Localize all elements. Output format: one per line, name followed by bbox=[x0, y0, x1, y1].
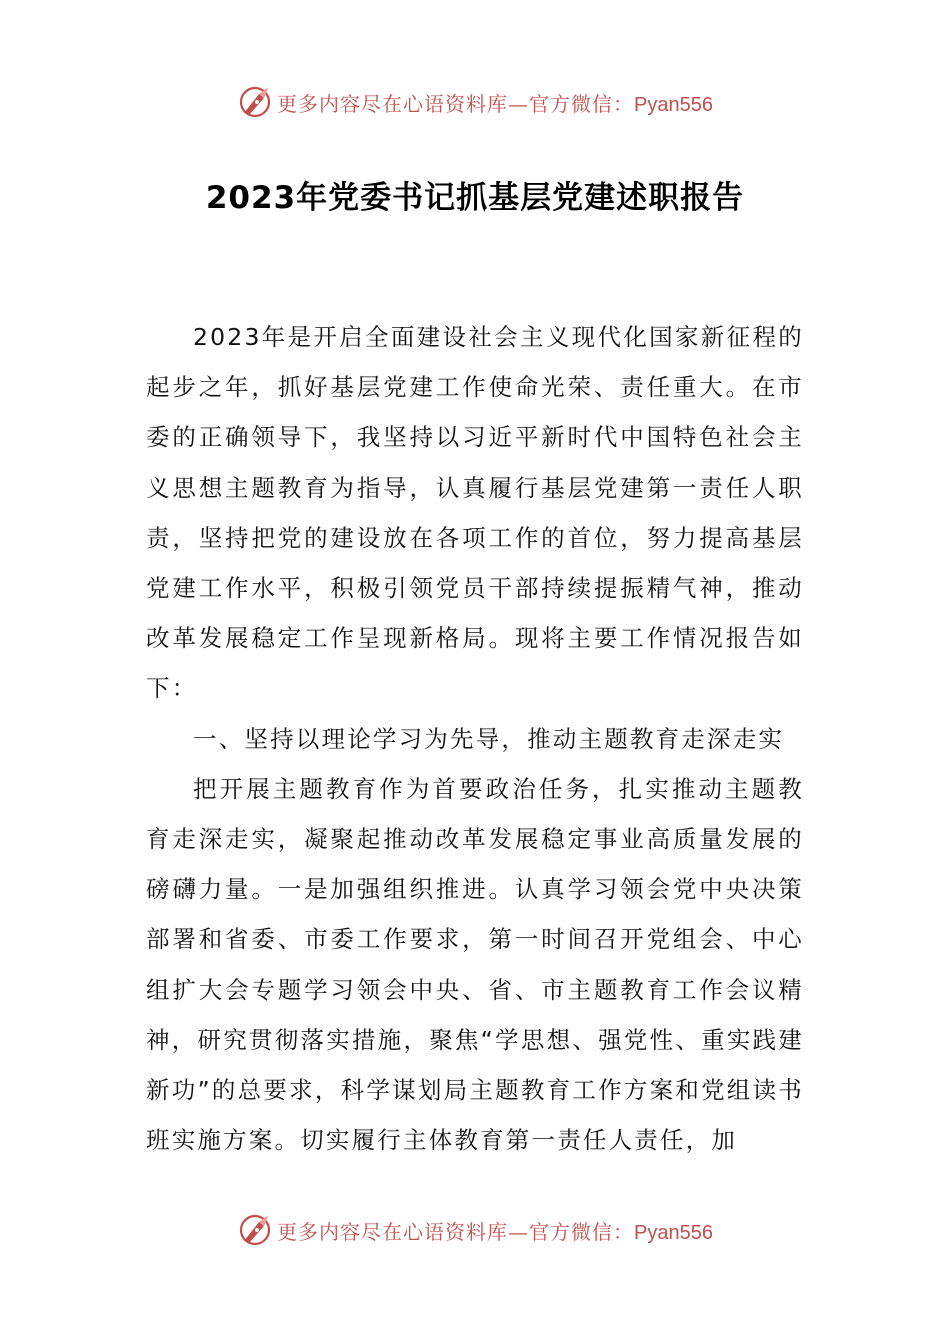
paragraph-section-1: 把开展主题教育作为首要政治任务，扎实推动主题教育走深走实，凝聚起推动改革发展稳定事业高质量发展的磅礴力量。一是加强组织推进。认真学习领会党中央决策部署和省委、市委工作要求，第一时间召开党组会、中心组扩大会专题学习领会中央、省、市主题教育工作会议精神，研究贯彻落实措施，聚焦“学思想、强党性、重实践建新功”的总要求，科学谋划局主题教育工作方案和党组读书班实施方案。切实履行主体教育第一责任人责任，加 bbox=[146, 774, 804, 1155]
paragraph-intro: 2023年是开启全面建设社会主义现代化国家新征程的起步之年，抓好基层党建工作使命光荣、责任重大。在市委的正确领导下，我坚持以习近平新时代中国特色社会主义思想主题教育为指导，认真履行基层党建第一责任人职责，坚持把党的建设放在各项工作的首位，努力提高基层党建工作水平，积极引领党员干部持续提振精气神，推动改革发展稳定工作呈现新格局。现将主要工作情况报告如下： bbox=[146, 323, 804, 703]
banner-text bbox=[277, 1216, 713, 1245]
section-heading: 一、坚持以理论学习为先导，推动主题教育走深走实 bbox=[193, 724, 785, 753]
document-body bbox=[146, 312, 804, 1165]
document-title: 2023年党委书记抓基层党建述职报告 bbox=[205, 180, 745, 216]
footer-banner bbox=[0, 1210, 950, 1250]
banner-text bbox=[277, 88, 713, 117]
banner-label: 更多内容尽在心语资料库—官方微信： bbox=[277, 1219, 635, 1244]
banner-label: 更多内容尽在心语资料库—官方微信： bbox=[277, 91, 635, 116]
pen-nib-circle-icon bbox=[237, 1212, 273, 1248]
header-banner bbox=[0, 82, 950, 122]
pen-nib-circle-icon bbox=[237, 84, 273, 120]
wechat-id: Pyan556 bbox=[634, 93, 713, 116]
wechat-id: Pyan556 bbox=[634, 1221, 713, 1244]
